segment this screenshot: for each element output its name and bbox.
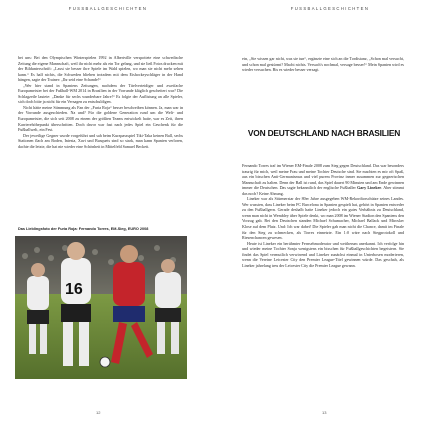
football-photo-illustration bbox=[15, 236, 187, 379]
football bbox=[100, 357, 110, 367]
left-paragraph-2: „Wer hier stand in Spaniens Zeitungen, nachdem der Titelverteidiger und zweifache Europameister bei der Fußball-WM 2014 in Brasilien in der Vorrunde kläglich gescheitert war? Die Schlagzeile lautete: „Danke für sechs wunderbare Jahre!“ Es folgte der Auflistung an alle Spieler, sich doch bitte ja nicht für ein Versagen zu entschuldigen. bbox=[18, 82, 183, 105]
shirt-number: 16 bbox=[65, 281, 83, 298]
football-photo bbox=[15, 236, 187, 379]
page-number-right: 13 bbox=[322, 410, 327, 415]
right-body-text bbox=[242, 163, 404, 403]
page-number-left: 12 bbox=[96, 410, 101, 415]
left-paragraph-4: Der jeweilige Gegner wurde vorgeführt und sah beim Kurzpassspiel Tiki-Taka keinen Ball, sechs Stationen flach am Boden, Iniesta, Xavi und Busquets sind so stark, man kann Spanien verloren, dachte die letzte, die hat nie wieder eine Schönheit in Mittelfeld Samuel Beckett. bbox=[18, 132, 183, 149]
section-heading: VON DEUTSCHLAND NACH BRASILIEN bbox=[247, 128, 401, 138]
right-page bbox=[216, 0, 432, 432]
highlight-name: Gary Lineker bbox=[357, 185, 382, 191]
running-header-left: FUSSBALLGESCHICHTEN bbox=[68, 6, 148, 11]
left-paragraph-3: Nicht hätte meine Stimmung als Fan der „Furia Roja“ besser beschreiben können. Ja, man war in der Vorrunde ausgeschieden. Na und? Für die goldene Generation rund um die Welt- und Europameister, die sich seit 2008 zu einem der größten Teams entwickelt hatte, war es Zeit, ihren Karrierehöhepunkt überschritten. Doch davor war fast nach jedes Spiel ein Geschenk für die Fußballwelt, ein Fest. bbox=[18, 104, 183, 133]
right-paragraph-1: Fernando Torres traf im Wiener EM-Finale 2008 zum Sieg gegen Deutschland. Das war besonders traurig für mich, weil meine Frau und meine Tochter Deutsche sind. Sie machten es mir oft Spaß, aus ein bisschen Anti-Germanismus und viel purem Provinz inmer zusammen zur gegnerischen Mannschaft zu halten. Denn der Ball ist rund, das Spiel dauert 90 Minuten und am Ende gewinnen immer die Deutschen. Das sagte bekanntlich der englische Fußballer Gary Lineker. Aber stimmt das noch? Keine Ahnung. bbox=[242, 163, 404, 196]
running-header-right: FUSSBALLGESCHICHTEN bbox=[290, 6, 370, 11]
left-paragraph-1: bei uns: Bei den Olympischen Winterspielen 1992 in Albertville verspottete eine schwedische Zeitung die eigene Mannschaft, weil ihr nicht mehr als ein Tor gelang, und sie ließ Fotos drucken mit der Bildunterschrift: „Lasst sie besser ihre Spiele im Wald spielen, wo man sie nicht mehr sehen kann.“ Es half nichts, die Schweden blieben trotzdem mit dem Eishockeyschläger in der Hand hängen, sagte der Trainer: „Ihr seid eine Schande!“ bbox=[18, 55, 183, 83]
right-intro-text bbox=[242, 56, 404, 91]
right-paragraph-3: Heute ist Lineker ein berühmter Fernsehmoderator und weitherum anerkannt. Ich verfolge hin und wieder meine Tochter Sonja wenigstens ein bisschen für Fußballgeschichten begeistern. Sie findet das Spiel vermutlich verwirrend und Lineker zunächst einmal in Unterhosen moderieren, wenn die Vereine Leicester City den Premier League-Titel gewinnen würde. Das geschah, als Lineker jahrelang treu der Leicester City die Premier League gewann. bbox=[242, 240, 404, 268]
left-body-text bbox=[18, 55, 183, 225]
right-paragraph-2: Lineker war als Stürmerstar der 80er Jahre ausgegeben WM-Rekordtorschütze seines Landes. Wer wussten, dass Lineker beim FC Barcelona in Spanien gespielt hat, gehört in Spanien entweder zu den Fußballgern. Gerade deshalb hatte Lineker jedoch ein gutes Verhältnis zu Deutschland, wenn man nicht in Wembley über Spiele denkt, wo man 2008 im Wiener Stadion den Spaniens den Vorzug gab. Bei den Deutschen standen Michael Schumacher, Michael Ballack und Miroslav Klose auf dem Platz. Und: Ich war dabei! Die Spieler gab man nicht die Chance, damit im Finale für den Sieg zu schmecken, als Torres einnetzte. Ein 1:0 wäre nach Siegprotokoll und Riesenchancen gewesen. bbox=[242, 196, 404, 241]
photo-caption: Das Lieblingsfoto der Furia Roja: Fernando Torres, EM-Sieg, EURO 2008 bbox=[18, 227, 149, 231]
right-intro-paragraph: ein, „Sie wissen gar nicht, was sie tun“, ergänzte eine sich an die Tordistanz, „Schon mal versucht, und schon mal gestürmt? Macht nichts. Versuch's nochmal, versage besser!“ Mein Spanien wird es wieder versuchen. Bis es wieder besser versagt. bbox=[242, 56, 404, 73]
